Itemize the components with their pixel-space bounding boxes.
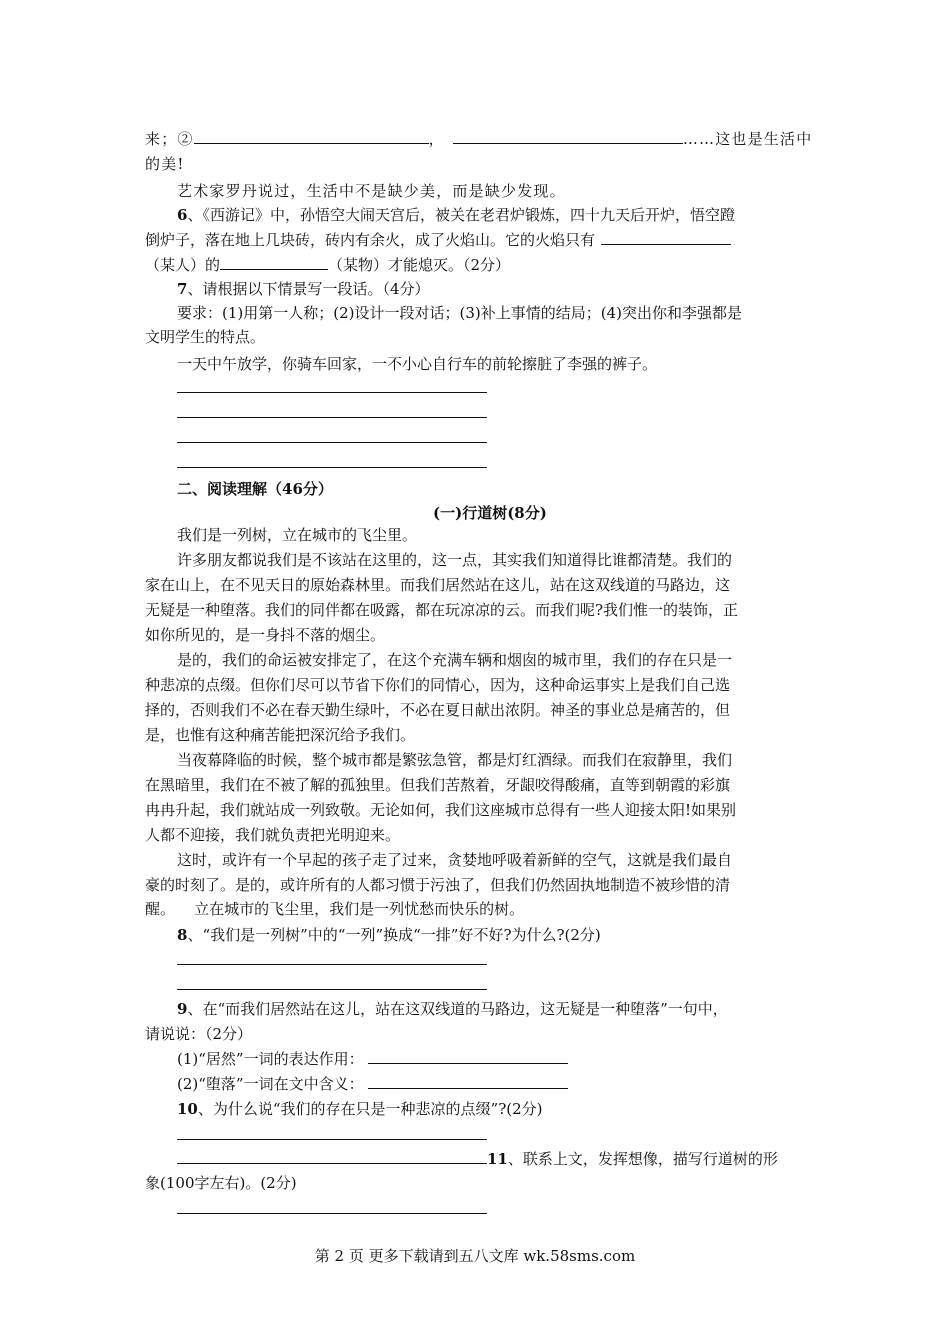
answer-line-q8-2[interactable] xyxy=(177,989,487,990)
q7-title-text: 、请根据以下情景写一段话。（4分） xyxy=(187,280,430,298)
blank-q6-person[interactable] xyxy=(601,229,731,245)
answer-line-q7-1[interactable] xyxy=(177,392,487,393)
q9-sub1-text: (1)“居然”一词的表达作用： xyxy=(177,1050,364,1068)
q9-sub1 xyxy=(145,1048,807,1070)
answer-line-q8-1[interactable] xyxy=(177,964,487,965)
q5-tail-line xyxy=(145,128,813,150)
passage-p3-line: 是的，我们的命运被安排定了，在这个充满车辆和烟囱的城市里，我们的存在只是一 xyxy=(177,651,733,669)
q7-scene: 一天中午放学，你骑车回家，一不小心自行车的前轮擦脏了李强的裤子。 xyxy=(177,355,658,373)
passage-p2-line: 家在山上，在不见天日的原始森林里。而我们居然站在这儿，站在这双线道的马路边，这 xyxy=(145,576,731,594)
q9-number: 9 xyxy=(177,1000,188,1018)
q6-text-2: 倒炉子，落在地上几块砖，砖内有余火，成了火焰山。它的火焰只有 xyxy=(145,231,596,249)
q8 xyxy=(145,924,807,946)
passage-title: (一)行道树(8分) xyxy=(433,504,547,522)
q10-number: 10 xyxy=(177,1100,198,1118)
q6-text-3a: （某人）的 xyxy=(145,256,221,274)
q5-quote: 艺术家罗丹说过，生活中不是缺少美，而是缺少发现。 xyxy=(177,182,566,200)
blank-q9-2[interactable] xyxy=(368,1073,568,1089)
q6-line3 xyxy=(145,254,807,276)
answer-line-q10-2[interactable] xyxy=(177,1148,487,1164)
passage-p4-line: 当夜幕降临的时候，整个城市都是繁弦急管，都是灯红酒绿。而我们在寂静里，我们 xyxy=(177,751,733,769)
q11-line2: 象(100字左右)。(2分) xyxy=(145,1174,297,1192)
q9-text-1: 、在“而我们居然站在这儿，站在这双线道的马路边，这无疑是一种堕落”一句中， xyxy=(187,1000,728,1018)
section2-title: 二、阅读理解（46分） xyxy=(177,480,333,498)
q5-ellipsis: ……这也是生活中 xyxy=(682,130,813,148)
passage-p4-line: 在黑暗里，我们在不被了解的孤独里。但我们苦熬着，牙龈咬得酸痛，直等到朝霞的彩旗 xyxy=(145,776,731,794)
blank-q5-2a[interactable] xyxy=(194,128,429,144)
q8-number: 8 xyxy=(177,926,188,944)
q10-text: 、为什么说“我们的存在只是一种悲凉的点缀”?(2分) xyxy=(197,1100,543,1118)
passage-p3-line: 择的，否则我们不必在春天勤生绿叶，不必在夏日献出浓阴。神圣的事业总是痛苦的，但 xyxy=(145,701,731,719)
q7-title xyxy=(145,278,807,300)
q11-line1 xyxy=(145,1148,807,1170)
q5-prefix: 来；② xyxy=(145,130,194,148)
passage-p5-line: 豪的时刻了。是的，或许所有的人都习惯于污浊了，但我们仍然固执地制造不被珍惜的清 xyxy=(145,876,731,894)
answer-line-q11-1[interactable] xyxy=(177,1213,487,1214)
q8-text: 、“我们是一列树”中的“一列”换成“一排”好不好?为什么?(2分) xyxy=(187,926,601,944)
q11-number: 11 xyxy=(487,1150,508,1168)
answer-line-q10-1[interactable] xyxy=(177,1139,487,1140)
q9-line1 xyxy=(145,998,807,1020)
q6-line1 xyxy=(145,204,807,226)
passage-p3-line: 种悲凉的点缀。但你们尽可以节省下你们的同情心，因为，这种命运事实上是我们自己选 xyxy=(145,676,731,694)
answer-line-q7-4[interactable] xyxy=(177,467,487,468)
q6-line2 xyxy=(145,229,807,251)
passage-p2-line: 如你所见的，是一身抖不落的烟尘。 xyxy=(145,626,386,644)
q6-text-1: 、《西游记》中，孙悟空大闹天宫后，被关在老君炉锻炼，四十九天后开炉，悟空蹬 xyxy=(187,206,735,224)
q9-line2: 请说说：（2分） xyxy=(145,1025,253,1043)
q9-sub2-text: (2)“堕落”一词在文中含义： xyxy=(177,1075,364,1093)
answer-line-q7-2[interactable] xyxy=(177,417,487,418)
q7-number: 7 xyxy=(177,280,188,298)
passage-p4-line: 冉冉升起，我们就站成一列致敬。无论如何，我们这座城市总得有一些人迎接太阳!如果别 xyxy=(145,801,737,819)
q10 xyxy=(145,1098,807,1120)
q5-sep: ， xyxy=(428,130,445,148)
q6-number: 6 xyxy=(177,206,188,224)
q7-req2: 文明学生的特点。 xyxy=(145,328,266,346)
passage-p5-line: 这时，或许有一个早起的孩子走了过来，贪婪地呼吸着新鲜的空气，这就是我们最自 xyxy=(177,851,733,869)
passage-p2-line: 无疑是一种堕落。我们的同伴都在吸露，都在玩凉凉的云。而我们呢?我们惟一的装饰，正 xyxy=(145,601,739,619)
answer-line-q7-3[interactable] xyxy=(177,442,487,443)
q11-text: 、联系上文，发挥想像，描写行道树的形 xyxy=(507,1150,778,1168)
passage-p3-line: 是，也惟有这种痛苦能把深沉给予我们。 xyxy=(145,726,416,744)
blank-q5-2b[interactable] xyxy=(453,128,683,144)
passage-p4-line: 人都不迎接，我们就负责把光明迎来。 xyxy=(145,826,401,844)
q9-sub2 xyxy=(145,1073,807,1095)
blank-q9-1[interactable] xyxy=(368,1048,568,1064)
passage-p2-line: 许多朋友都说我们是不该站在这里的，这一点，其实我们知道得比谁都清楚。我们的 xyxy=(177,551,733,569)
page-footer: 第 2 页 更多下载请到五八文库 wk.58sms.com xyxy=(314,1247,636,1265)
passage-p5-line: 醒。 立在城市的飞尘里，我们是一列忧愁而快乐的树。 xyxy=(145,900,525,918)
q6-text-3b: （某物）才能熄灭。（2分） xyxy=(328,256,511,274)
q7-req1: 要求：(1)用第一人称；(2)设计一段对话；(3)补上事情的结局；(4)突出你和李强都是 xyxy=(177,304,742,322)
blank-q6-object[interactable] xyxy=(220,254,328,270)
q5-line2: 的美! xyxy=(145,155,185,173)
passage-p1: 我们是一列树，立在城市的飞尘里。 xyxy=(177,526,418,544)
